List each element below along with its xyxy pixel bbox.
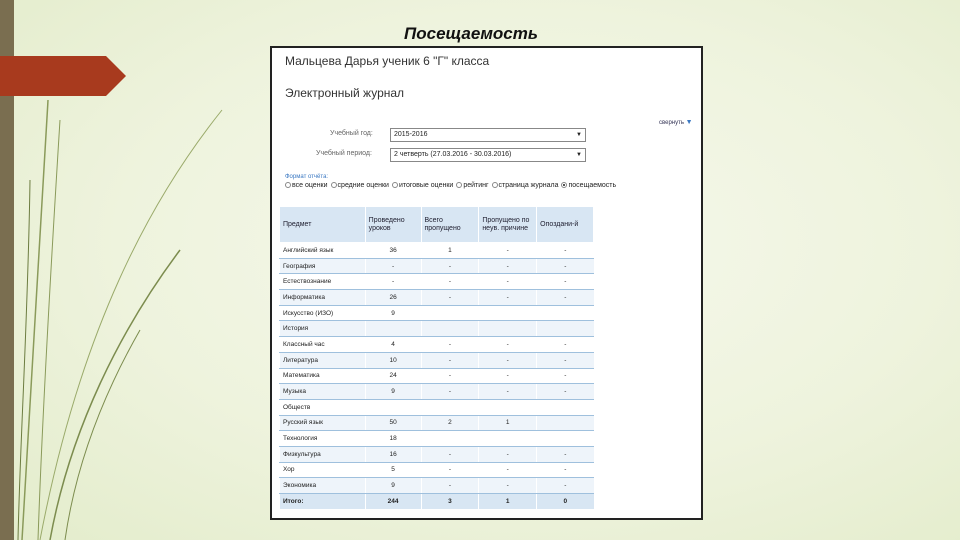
cell-missed bbox=[421, 431, 479, 447]
table-row bbox=[280, 243, 594, 259]
cell-subject: География bbox=[280, 258, 366, 274]
cell-late bbox=[537, 431, 594, 447]
cell-missed bbox=[421, 305, 479, 321]
format-label: Формат отчёта: bbox=[285, 174, 329, 180]
cell-subject: Экономика bbox=[280, 478, 366, 494]
cell-subject: Литература bbox=[280, 352, 366, 368]
format-option[interactable] bbox=[392, 182, 453, 189]
header-subject: Предмет bbox=[280, 207, 366, 243]
dropdown-arrow-icon: ▼ bbox=[576, 132, 582, 138]
cell-unexcused: - bbox=[479, 243, 537, 259]
cell-held: 10 bbox=[365, 352, 421, 368]
cell-subject: Хор bbox=[280, 462, 366, 478]
cell-held: 9 bbox=[365, 384, 421, 400]
student-name: Мальцева Дарья ученик 6 "Г" класса bbox=[285, 54, 490, 68]
cell-unexcused: - bbox=[479, 446, 537, 462]
screenshot-frame bbox=[270, 46, 703, 520]
total-cell-unexcused: 1 bbox=[479, 494, 537, 510]
cell-late: - bbox=[537, 462, 594, 478]
table-row bbox=[280, 384, 594, 400]
cell-missed: - bbox=[421, 478, 479, 494]
cell-late: - bbox=[537, 258, 594, 274]
table-row bbox=[280, 321, 594, 337]
table-row bbox=[280, 446, 594, 462]
cell-missed: - bbox=[421, 352, 479, 368]
cell-held: 4 bbox=[365, 337, 421, 353]
total-cell-subject: Итого: bbox=[280, 494, 366, 510]
header-unexcused: Пропущено по неув. причине bbox=[479, 207, 537, 243]
table-row bbox=[280, 478, 594, 494]
cell-late bbox=[537, 415, 594, 431]
format-option-label: посещаемость bbox=[568, 182, 617, 189]
cell-unexcused: - bbox=[479, 368, 537, 384]
cell-missed: 2 bbox=[421, 415, 479, 431]
cell-held: 36 bbox=[365, 243, 421, 259]
cell-subject: История bbox=[280, 321, 366, 337]
table-row bbox=[280, 290, 594, 306]
table-row bbox=[280, 352, 594, 368]
cell-held bbox=[365, 399, 421, 415]
cell-unexcused: - bbox=[479, 478, 537, 494]
cell-subject: Обществ bbox=[280, 399, 366, 415]
cell-late: - bbox=[537, 290, 594, 306]
format-option[interactable] bbox=[456, 182, 488, 189]
cell-unexcused: - bbox=[479, 337, 537, 353]
page-heading: Электронный журнал bbox=[285, 86, 405, 100]
header-late: Опоздани-й bbox=[537, 207, 594, 243]
collapse-label[interactable]: свернуть bbox=[659, 120, 684, 126]
cell-subject: Классный час bbox=[280, 337, 366, 353]
cell-missed: - bbox=[421, 384, 479, 400]
cell-held bbox=[365, 321, 421, 337]
dropdown-arrow-icon: ▼ bbox=[576, 152, 582, 158]
total-cell-late: 0 bbox=[537, 494, 594, 510]
cell-late bbox=[537, 321, 594, 337]
year-select[interactable] bbox=[390, 128, 586, 142]
cell-unexcused: 1 bbox=[479, 415, 537, 431]
slide-title: Посещаемость bbox=[404, 24, 538, 43]
total-cell-held: 244 bbox=[365, 494, 421, 510]
radio-icon[interactable] bbox=[492, 182, 498, 188]
cell-missed: - bbox=[421, 290, 479, 306]
radio-icon[interactable] bbox=[456, 182, 462, 188]
format-option-label: средние оценки bbox=[337, 182, 389, 189]
cell-missed: - bbox=[421, 462, 479, 478]
cell-unexcused: - bbox=[479, 352, 537, 368]
cell-unexcused: - bbox=[479, 384, 537, 400]
table-row bbox=[280, 258, 594, 274]
cell-missed bbox=[421, 321, 479, 337]
format-option[interactable] bbox=[331, 182, 389, 189]
cell-subject: Русский язык bbox=[280, 415, 366, 431]
table-row bbox=[280, 399, 594, 415]
table-row bbox=[280, 305, 594, 321]
cell-unexcused: - bbox=[479, 274, 537, 290]
year-value: 2015-2016 bbox=[394, 131, 428, 138]
radio-icon[interactable] bbox=[561, 182, 567, 188]
table-row bbox=[280, 431, 594, 447]
table-header-row bbox=[280, 207, 594, 243]
period-value: 2 четверть (27.03.2016 - 30.03.2016) bbox=[394, 151, 512, 158]
table-row bbox=[280, 368, 594, 384]
cell-late bbox=[537, 305, 594, 321]
cell-subject: Искусство (ИЗО) bbox=[280, 305, 366, 321]
cell-late: - bbox=[537, 446, 594, 462]
cell-missed: - bbox=[421, 368, 479, 384]
cell-late bbox=[537, 399, 594, 415]
cell-held: 9 bbox=[365, 478, 421, 494]
cell-held: - bbox=[365, 258, 421, 274]
total-cell-missed: 3 bbox=[421, 494, 479, 510]
cell-held: 16 bbox=[365, 446, 421, 462]
period-select[interactable] bbox=[390, 148, 586, 162]
slide-red-tab bbox=[0, 56, 126, 96]
cell-unexcused bbox=[479, 399, 537, 415]
cell-missed: - bbox=[421, 274, 479, 290]
radio-icon[interactable] bbox=[331, 182, 337, 188]
radio-icon[interactable] bbox=[285, 182, 291, 188]
header-missed: Всего пропущено bbox=[421, 207, 479, 243]
format-option[interactable] bbox=[492, 182, 559, 189]
cell-subject: Английский язык bbox=[280, 243, 366, 259]
format-option-label: все оценки bbox=[292, 182, 328, 189]
table-total-row bbox=[280, 494, 594, 510]
cell-held: 18 bbox=[365, 431, 421, 447]
chevron-down-icon: ▼ bbox=[685, 119, 693, 126]
cell-late: - bbox=[537, 478, 594, 494]
period-label: Учебный период: bbox=[316, 150, 372, 157]
cell-late: - bbox=[537, 337, 594, 353]
cell-missed: - bbox=[421, 446, 479, 462]
cell-late: - bbox=[537, 274, 594, 290]
format-option[interactable] bbox=[561, 182, 616, 189]
table-row bbox=[280, 274, 594, 290]
cell-held: 5 bbox=[365, 462, 421, 478]
cell-late: - bbox=[537, 368, 594, 384]
cell-subject: Физкультура bbox=[280, 446, 366, 462]
cell-subject: Математика bbox=[280, 368, 366, 384]
attendance-table bbox=[279, 206, 594, 509]
year-label: Учебный год: bbox=[330, 130, 373, 137]
cell-late: - bbox=[537, 384, 594, 400]
table-row bbox=[280, 337, 594, 353]
cell-unexcused bbox=[479, 321, 537, 337]
collapse-link[interactable] bbox=[659, 119, 693, 126]
table-row bbox=[280, 462, 594, 478]
radio-icon[interactable] bbox=[392, 182, 398, 188]
format-option[interactable] bbox=[285, 182, 328, 189]
format-options bbox=[285, 182, 619, 189]
cell-subject: Естествознание bbox=[280, 274, 366, 290]
cell-unexcused bbox=[479, 431, 537, 447]
cell-subject: Технология bbox=[280, 431, 366, 447]
cell-missed bbox=[421, 399, 479, 415]
header-held: Проведено уроков bbox=[365, 207, 421, 243]
format-option-label: рейтинг bbox=[463, 182, 489, 189]
cell-unexcused bbox=[479, 305, 537, 321]
cell-unexcused: - bbox=[479, 290, 537, 306]
format-option-label: итоговые оценки bbox=[398, 182, 454, 189]
cell-late: - bbox=[537, 352, 594, 368]
cell-missed: 1 bbox=[421, 243, 479, 259]
cell-missed: - bbox=[421, 258, 479, 274]
cell-late: - bbox=[537, 243, 594, 259]
format-option-label: страница журнала bbox=[498, 182, 559, 189]
cell-subject: Музыка bbox=[280, 384, 366, 400]
cell-subject: Информатика bbox=[280, 290, 366, 306]
cell-held: 50 bbox=[365, 415, 421, 431]
cell-missed: - bbox=[421, 337, 479, 353]
cell-held: - bbox=[365, 274, 421, 290]
table-row bbox=[280, 415, 594, 431]
cell-unexcused: - bbox=[479, 462, 537, 478]
cell-held: 24 bbox=[365, 368, 421, 384]
cell-unexcused: - bbox=[479, 258, 537, 274]
cell-held: 9 bbox=[365, 305, 421, 321]
cell-held: 26 bbox=[365, 290, 421, 306]
